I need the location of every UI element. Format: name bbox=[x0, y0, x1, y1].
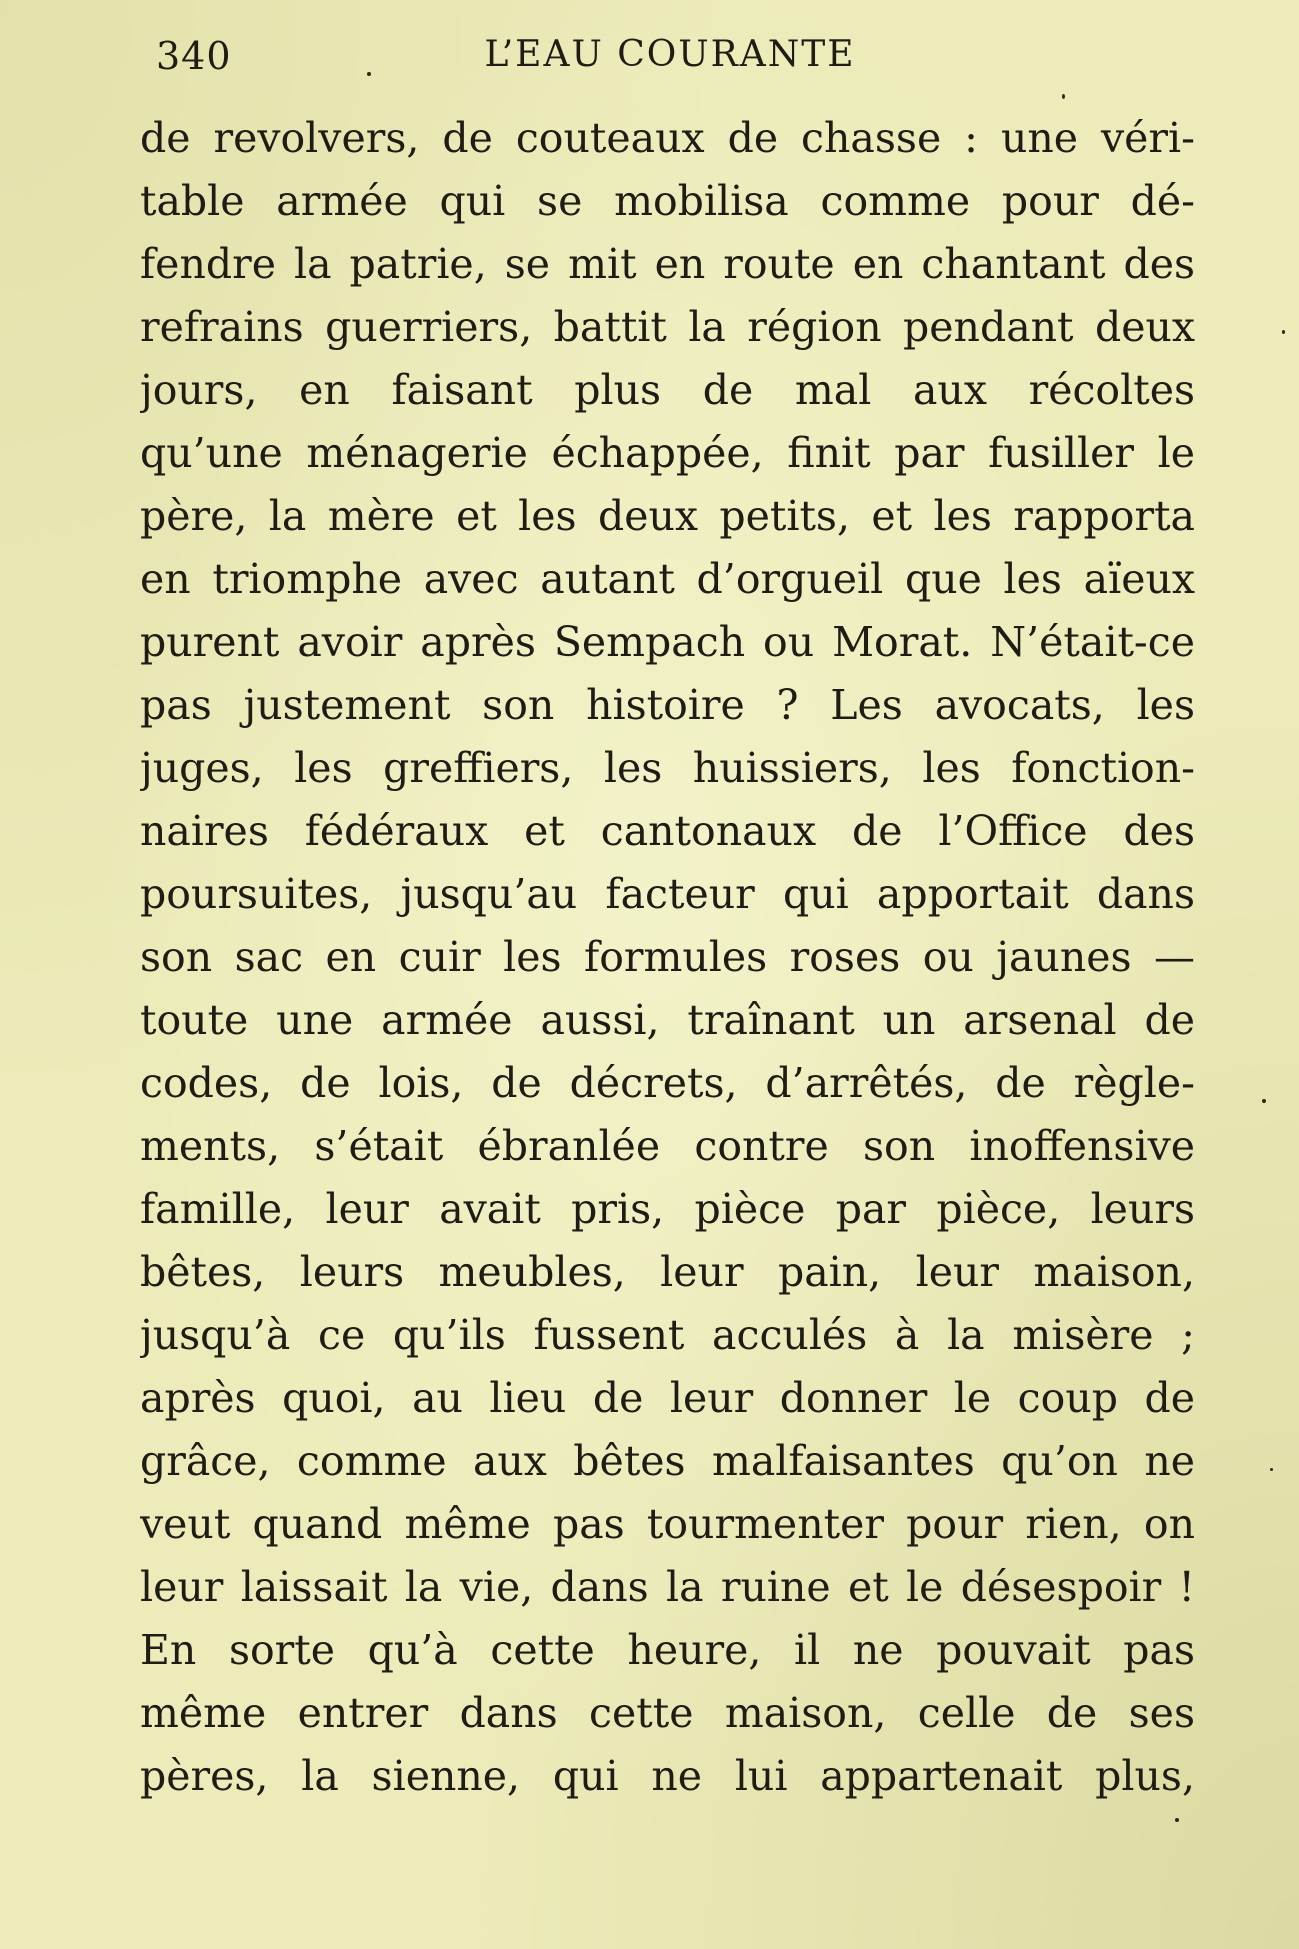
ink-speck bbox=[367, 72, 371, 76]
text-line: pas justement son histoire ? Les avocats, les bbox=[140, 681, 1195, 729]
text-line: jours, en faisant plus de mal aux récoltes bbox=[140, 366, 1195, 414]
text-line: naires fédéraux et cantonaux de l’Office des bbox=[140, 807, 1195, 855]
page-number: 340 bbox=[156, 34, 232, 78]
text-line: pères, la sienne, qui ne lui appartenait plus, bbox=[140, 1752, 1195, 1800]
text-line: qu’une ménagerie échappée, finit par fusiller le bbox=[140, 429, 1195, 477]
text-line: grâce, comme aux bêtes malfaisantes qu’on ne bbox=[140, 1437, 1195, 1485]
text-line: purent avoir après Sempach ou Morat. N’était-ce bbox=[140, 618, 1195, 666]
page-header bbox=[150, 24, 1190, 84]
text-line: famille, leur avait pris, pièce par pièce, leurs bbox=[140, 1185, 1195, 1233]
ink-speck bbox=[1062, 94, 1065, 99]
text-line: codes, de lois, de décrets, d’arrêtés, de règle- bbox=[140, 1059, 1195, 1107]
text-line: après quoi, au lieu de leur donner le coup de bbox=[140, 1374, 1195, 1422]
text-line: poursuites, jusqu’au facteur qui apportait dans bbox=[140, 870, 1195, 918]
body-text bbox=[140, 107, 1195, 1808]
text-line: même entrer dans cette maison, celle de ses bbox=[140, 1689, 1195, 1737]
ink-speck bbox=[1282, 330, 1285, 334]
text-line: son sac en cuir les formules roses ou jaunes — bbox=[140, 933, 1195, 981]
text-line: fendre la patrie, se mit en route en chantant des bbox=[140, 240, 1195, 288]
ink-speck bbox=[1262, 1099, 1266, 1103]
text-line: en triomphe avec autant d’orgueil que les aïeux bbox=[140, 555, 1195, 603]
text-line: bêtes, leurs meubles, leur pain, leur maison, bbox=[140, 1248, 1195, 1296]
text-line: refrains guerriers, battit la région pendant deux bbox=[140, 303, 1195, 351]
text-line: ments, s’était ébranlée contre son inoffensive bbox=[140, 1122, 1195, 1170]
text-line: table armée qui se mobilisa comme pour dé- bbox=[140, 177, 1195, 225]
text-line: En sorte qu’à cette heure, il ne pouvait pas bbox=[140, 1626, 1195, 1674]
text-line: de revolvers, de couteaux de chasse : une véri- bbox=[140, 114, 1195, 162]
text-line: jusqu’à ce qu’ils fussent acculés à la misère ; bbox=[140, 1311, 1195, 1359]
running-head: L’EAU COURANTE bbox=[484, 34, 856, 75]
text-line: père, la mère et les deux petits, et les rapporta bbox=[140, 492, 1195, 540]
text-line: veut quand même pas tourmenter pour rien, on bbox=[140, 1500, 1195, 1548]
ink-speck bbox=[1270, 1468, 1273, 1471]
ink-speck bbox=[1175, 1818, 1179, 1822]
text-line: juges, les greffiers, les huissiers, les fonction- bbox=[140, 744, 1195, 792]
text-line: toute une armée aussi, traînant un arsenal de bbox=[140, 996, 1195, 1044]
text-line: leur laissait la vie, dans la ruine et le désespoir ! bbox=[140, 1563, 1195, 1611]
